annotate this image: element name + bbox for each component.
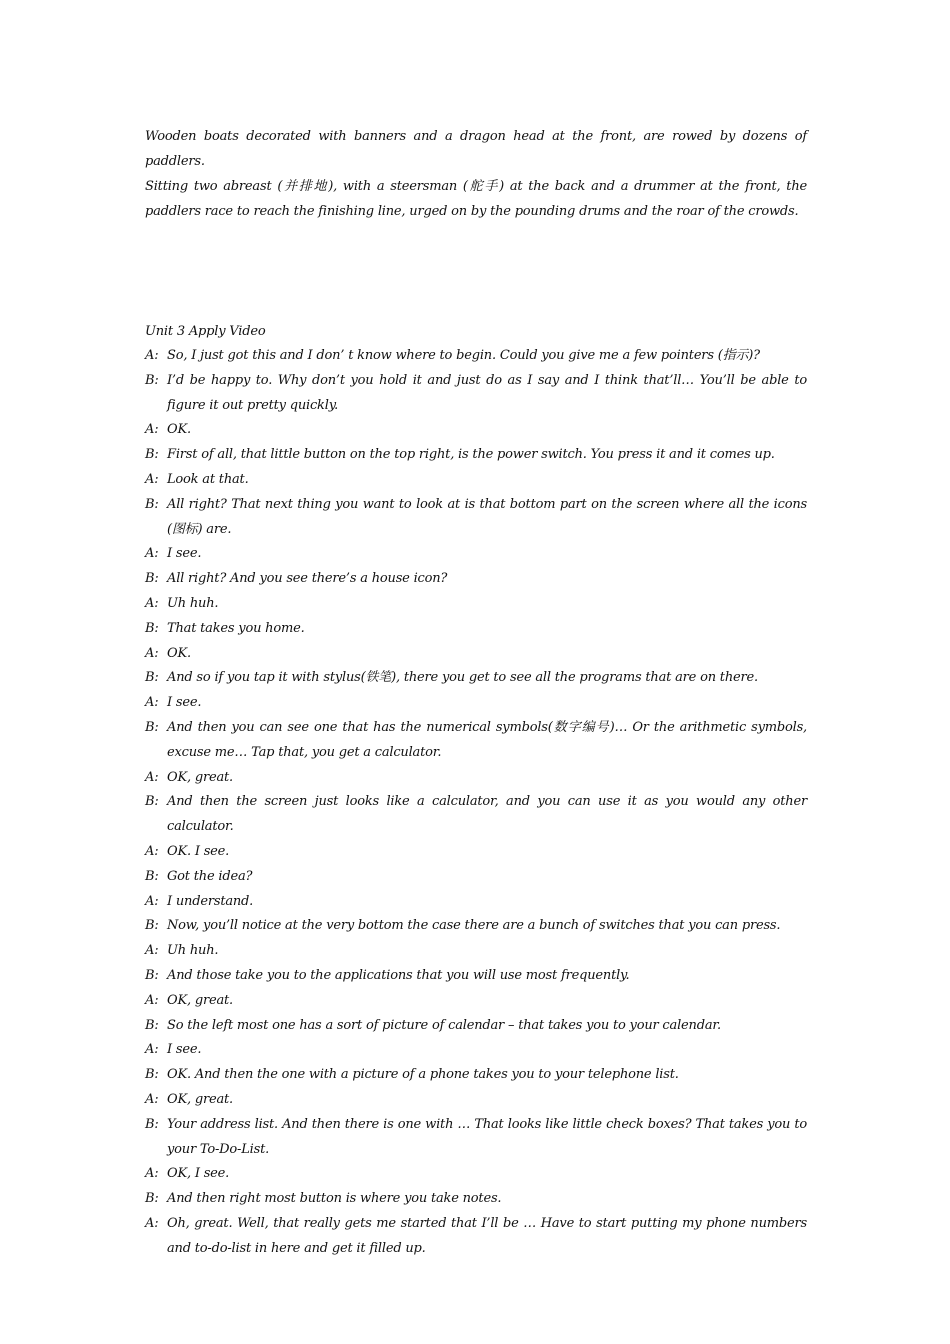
- dialog-line: [145, 642, 807, 667]
- speaker-label: A:: [145, 1215, 159, 1231]
- dialog-text: OK.: [167, 422, 191, 438]
- dialog-text: OK, I see.: [167, 1166, 230, 1182]
- dialog-text: OK. I see.: [167, 843, 230, 859]
- document-content: [145, 124, 807, 1261]
- dialog-text: So, I just got this and I don’ t know where to begin. Could you give me a few pointers (指示)?: [167, 348, 760, 363]
- dialog-text: Uh huh.: [167, 595, 219, 611]
- dialog-text: And then the screen just looks like a calculator, and you can use it as you would any other calculator.: [167, 794, 807, 835]
- dialog-text: And then you can see one that has the numerical symbols(数字编号)… Or the arithmetic symbols, excuse me… Tap that, you get a calculator.: [167, 719, 807, 760]
- dialog-text: That takes you home.: [167, 620, 305, 636]
- dialog-text: OK, great.: [167, 1091, 233, 1107]
- speaker-label: B:: [145, 1067, 159, 1083]
- dialog-line: [145, 1014, 807, 1039]
- dialog-line: [145, 964, 807, 989]
- dialog-line: [145, 1063, 807, 1088]
- dialog-text: Your address list. And then there is one with … That looks like little check boxes? That takes you to your To-Do-List.: [167, 1116, 807, 1157]
- section-title: Unit 3 Apply Video: [145, 324, 266, 339]
- speaker-label: A:: [145, 695, 159, 711]
- dialog-transcript: [145, 344, 807, 1261]
- dialog-text: And then right most button is where you take notes.: [167, 1191, 502, 1207]
- dialog-line: [145, 840, 807, 865]
- speaker-label: B:: [145, 918, 159, 934]
- speaker-label: A:: [145, 546, 159, 562]
- dialog-line: [145, 716, 807, 766]
- dialog-line: [145, 418, 807, 443]
- dialog-text: All right? And you see there’s a house icon?: [167, 571, 448, 587]
- dialog-line: [145, 493, 807, 543]
- dialog-line: [145, 1088, 807, 1113]
- dialog-line: [145, 592, 807, 617]
- dialog-text: First of all, that little button on the top right, is the power switch. You press it and it comes up.: [167, 447, 775, 463]
- speaker-label: A:: [145, 471, 159, 487]
- speaker-label: A:: [145, 943, 159, 959]
- dialog-text: All right? That next thing you want to look at is that bottom part on the screen where all the icons (图标) are.: [167, 496, 807, 537]
- intro-line: Wooden boats decorated with banners and a dragon head at the front, are rowed by dozens of paddlers.: [145, 129, 807, 169]
- dialog-line: [145, 468, 807, 493]
- dialog-line: [145, 443, 807, 468]
- speaker-label: A:: [145, 1166, 159, 1182]
- speaker-label: B:: [145, 670, 159, 686]
- dialog-text: I see.: [167, 546, 202, 562]
- dialog-line: [145, 1113, 807, 1163]
- speaker-label: A:: [145, 348, 159, 363]
- dialog-line: [145, 1038, 807, 1063]
- dialog-line: [145, 1212, 807, 1262]
- dialog-text: And those take you to the applications that you will use most frequently.: [167, 967, 630, 983]
- dialog-text: OK.: [167, 645, 191, 661]
- speaker-label: A:: [145, 893, 159, 909]
- dialog-text: So the left most one has a sort of picture of calendar – that takes you to your calendar.: [167, 1017, 721, 1033]
- dialog-text: I understand.: [167, 893, 254, 909]
- dialog-line: [145, 369, 807, 419]
- dialog-text: I see.: [167, 1042, 202, 1058]
- dialog-line: [145, 542, 807, 567]
- speaker-label: A:: [145, 422, 159, 438]
- speaker-label: B:: [145, 1191, 159, 1207]
- speaker-label: B:: [145, 496, 159, 512]
- dialog-line: [145, 344, 807, 369]
- speaker-label: B:: [145, 372, 159, 388]
- speaker-label: A:: [145, 992, 159, 1008]
- speaker-label: B:: [145, 1116, 159, 1132]
- dialog-text: Oh, great. Well, that really gets me started that I’ll be … Have to start putting my phone numbers and to-do-list in here and get it filled up.: [167, 1215, 807, 1256]
- dialog-line: [145, 865, 807, 890]
- dialog-line: [145, 691, 807, 716]
- speaker-label: A:: [145, 769, 159, 785]
- speaker-label: A:: [145, 1091, 159, 1107]
- speaker-label: A:: [145, 843, 159, 859]
- dialog-line: [145, 766, 807, 791]
- dialog-text: I’d be happy to. Why don’t you hold it and just do as I say and I think that’ll… You’ll be able to figure it out pretty quickly.: [167, 372, 807, 413]
- intro-line: Sitting two abreast (并排地), with a steersman (舵手) at the back and a drummer at the front, the paddlers race to reach the finishing line, urged on by the pounding drums and the roar of the crowds.: [145, 179, 807, 219]
- speaker-label: B:: [145, 719, 159, 735]
- intro-paragraph: [145, 124, 807, 224]
- speaker-label: B:: [145, 868, 159, 884]
- speaker-label: A:: [145, 1042, 159, 1058]
- dialog-line: [145, 1187, 807, 1212]
- speaker-label: B:: [145, 794, 159, 810]
- speaker-label: B:: [145, 620, 159, 636]
- dialog-line: [145, 1162, 807, 1187]
- dialog-text: And so if you tap it with stylus(铁笔), there you get to see all the programs that are on there.: [167, 670, 758, 686]
- dialog-line: [145, 617, 807, 642]
- dialog-line: [145, 666, 807, 691]
- dialog-text: Now, you’ll notice at the very bottom the case there are a bunch of switches that you can press.: [167, 918, 781, 934]
- dialog-text: OK, great.: [167, 769, 233, 785]
- dialog-line: [145, 567, 807, 592]
- dialog-line: [145, 914, 807, 939]
- dialog-text: Look at that.: [167, 471, 249, 487]
- speaker-label: B:: [145, 1017, 159, 1033]
- speaker-label: B:: [145, 571, 159, 587]
- dialog-text: OK. And then the one with a picture of a phone takes you to your telephone list.: [167, 1067, 679, 1083]
- speaker-label: B:: [145, 967, 159, 983]
- dialog-line: [145, 890, 807, 915]
- speaker-label: B:: [145, 447, 159, 463]
- dialog-line: [145, 939, 807, 964]
- dialog-text: Uh huh.: [167, 943, 219, 959]
- dialog-line: [145, 989, 807, 1014]
- dialog-text: OK, great.: [167, 992, 233, 1008]
- dialog-line: [145, 790, 807, 840]
- dialog-text: I see.: [167, 695, 202, 711]
- speaker-label: A:: [145, 595, 159, 611]
- speaker-label: A:: [145, 645, 159, 661]
- dialog-text: Got the idea?: [167, 868, 253, 884]
